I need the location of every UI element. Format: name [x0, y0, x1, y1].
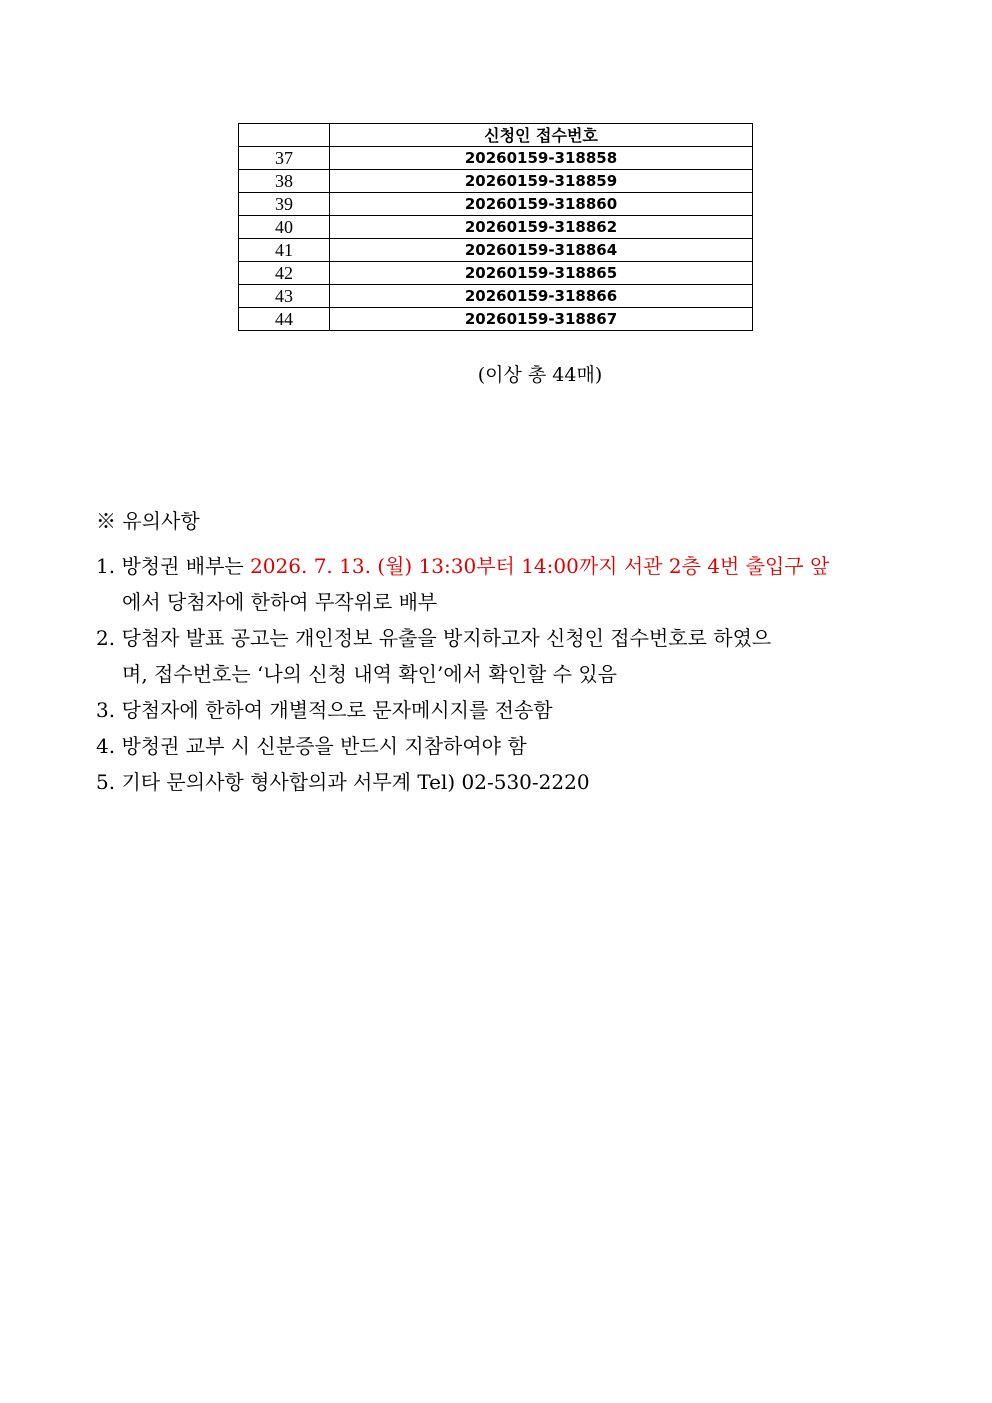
note-item-5: 5. 기타 문의사항 형사합의과 서무계 Tel) 02-530-2220 — [96, 770, 590, 794]
note-item-1-prefix: 1. 방청권 배부는 — [96, 554, 251, 578]
receipt-number: 20260159-318865 — [330, 262, 753, 285]
table-row — [239, 216, 753, 239]
table-row — [239, 147, 753, 170]
table-row — [239, 262, 753, 285]
receipt-number: 20260159-318864 — [330, 239, 753, 262]
table-row — [239, 193, 753, 216]
row-index: 44 — [239, 308, 330, 331]
table-row — [239, 170, 753, 193]
receipt-number: 20260159-318867 — [330, 308, 753, 331]
receipt-number: 20260159-318862 — [330, 216, 753, 239]
note-item-1 — [96, 548, 906, 584]
ticket-number-table — [238, 123, 753, 331]
note-item-1-continuation: 에서 당첨자에 한하여 무작위로 배부 — [122, 590, 438, 614]
table-row — [239, 308, 753, 331]
row-index: 39 — [239, 193, 330, 216]
note-item-3: 3. 당첨자에 한하여 개별적으로 문자메시지를 전송함 — [96, 698, 553, 722]
table-header-row — [239, 124, 753, 147]
row-index: 43 — [239, 285, 330, 308]
row-index: 38 — [239, 170, 330, 193]
note-item-4: 4. 방청권 교부 시 신분증을 반드시 지참하여야 함 — [96, 734, 527, 758]
header-index-cell — [239, 124, 330, 147]
row-index: 41 — [239, 239, 330, 262]
note-item-2: 2. 당첨자 발표 공고는 개인정보 유출을 방지하고자 신청인 접수번호로 하였으 — [96, 626, 772, 650]
receipt-number: 20260159-318860 — [330, 193, 753, 216]
receipt-number: 20260159-318858 — [330, 147, 753, 170]
receipt-number: 20260159-318866 — [330, 285, 753, 308]
table-row — [239, 285, 753, 308]
row-index: 42 — [239, 262, 330, 285]
note-item-1-highlight: 2026. 7. 13. (월) 13:30부터 14:00까지 서관 2층 4번 출입구 앞 — [250, 554, 830, 578]
row-index: 40 — [239, 216, 330, 239]
total-count: (이상 총 44매) — [477, 364, 603, 386]
row-index: 37 — [239, 147, 330, 170]
notes-list — [96, 548, 906, 800]
header-receipt-number: 신청인 접수번호 — [330, 124, 753, 147]
notes-heading: ※ 유의사항 — [96, 509, 200, 533]
table-row — [239, 239, 753, 262]
note-item-2-continuation: 며, 접수번호는 ‘나의 신청 내역 확인’에서 확인할 수 있음 — [122, 662, 617, 686]
receipt-number: 20260159-318859 — [330, 170, 753, 193]
